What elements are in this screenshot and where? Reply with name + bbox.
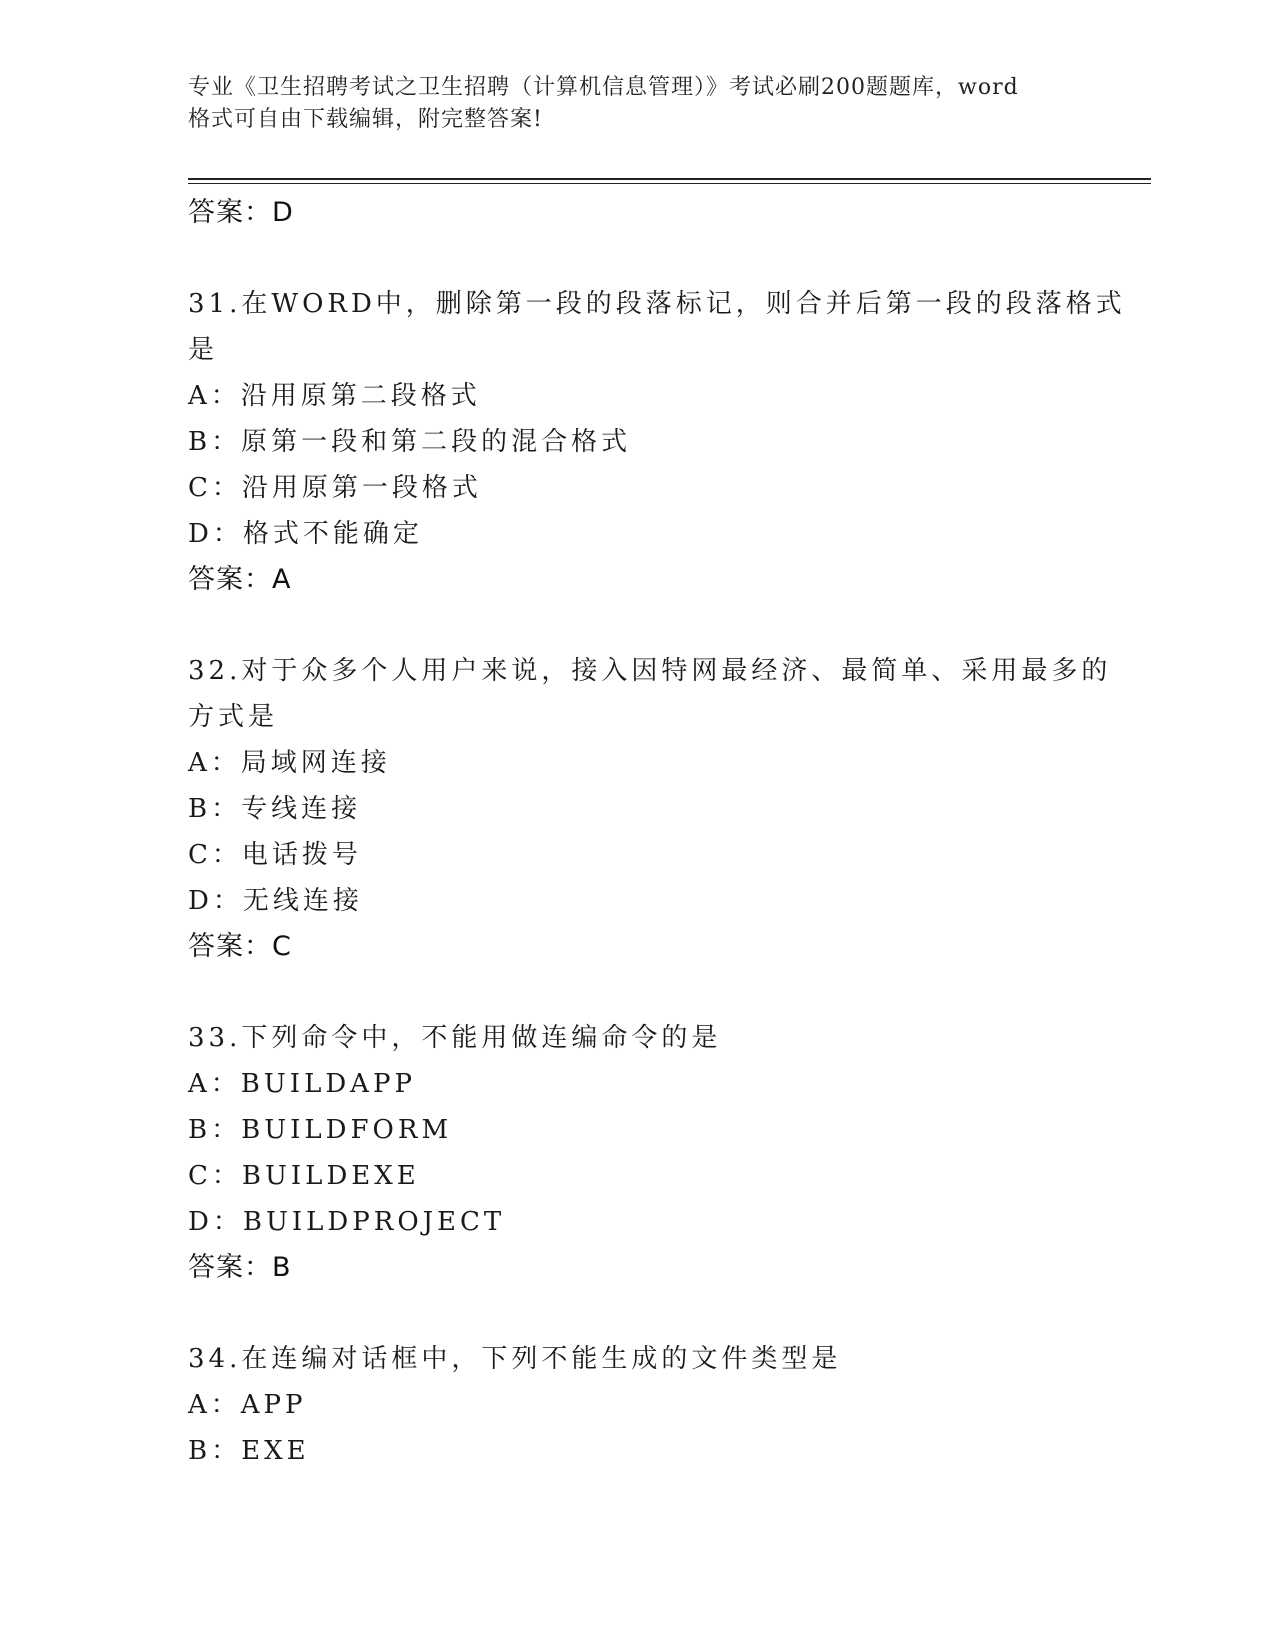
answer: 答案：B [188,1252,292,1283]
option-c: C：BUILDEXE [188,1161,420,1191]
question-stem-cont: 是 [188,335,219,365]
header-line-1: 专业《卫生招聘考试之卫生招聘（计算机信息管理）》考试必刷200题题库，word [188,75,1019,100]
option-b: B：EXE [188,1436,310,1466]
spacer [188,603,1088,648]
spacer [188,1291,1088,1336]
question-33 [188,1015,1088,1291]
question-list [188,190,1126,1474]
option-b: B：原第一段和第二段的混合格式 [188,427,632,457]
header-divider-thick [188,178,1151,180]
option-b: B：BUILDFORM [188,1115,453,1145]
question-34 [188,1336,1088,1474]
question-stem: 33.下列命令中，不能用做连编命令的是 [188,1023,722,1053]
option-c: C：沿用原第一段格式 [188,473,482,503]
question-stem: 34.在连编对话框中，下列不能生成的文件类型是 [188,1344,842,1374]
question-stem-cont: 方式是 [188,702,279,732]
answer: 答案：A [188,564,292,595]
document-header [188,72,1108,136]
spacer [188,970,1088,1015]
option-d: D：格式不能确定 [188,519,423,549]
header-divider-thin [188,183,1151,184]
option-c: C：电话拨号 [188,840,362,870]
option-a: A：局域网连接 [188,748,391,778]
option-a: A：BUILDAPP [188,1069,416,1099]
question-31 [188,281,1126,603]
question-32 [188,648,1112,970]
question-stem: 31.在WORD中，删除第一段的段落标记，则合并后第一段的段落格式 [188,289,1126,319]
header-line-2: 格式可自由下载编辑，附完整答案! [188,107,543,132]
option-a: A：沿用原第二段格式 [188,381,481,411]
answer: 答案：C [188,931,292,962]
spacer [188,236,1088,281]
answer-prev: 答案：D [188,197,294,228]
option-b: B：专线连接 [188,794,362,824]
option-d: D：BUILDPROJECT [188,1207,506,1237]
option-d: D：无线连接 [188,886,363,916]
question-stem: 32.对于众多个人用户来说，接入因特网最经济、最简单、采用最多的 [188,656,1112,686]
option-a: A：APP [188,1390,307,1420]
